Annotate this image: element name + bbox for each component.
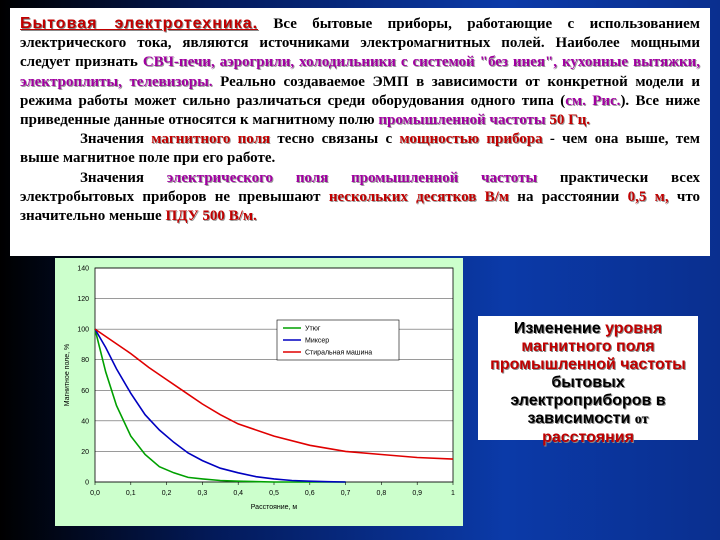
section-title: Бытовая электротехника.: [20, 15, 259, 32]
x-tick-label: 0,6: [304, 490, 315, 497]
p1-text-e: ). Все ниже приведенные данные относятся к магнитному полю: [20, 92, 700, 129]
p3-text-c: практически всех электробытовых приборов не превышают: [20, 169, 700, 205]
y-tick-label: 40: [81, 418, 89, 426]
x-tick-label: 0,5: [269, 490, 279, 497]
x-tick-label: 0,1: [125, 490, 136, 497]
distance-value: 0,5 м,: [627, 188, 669, 205]
plot-area: [95, 268, 453, 482]
device-power-term: мощностью прибора: [399, 131, 543, 148]
y-axis-label: Магнитное поле, %: [64, 343, 71, 407]
y-tick-label: 0: [85, 479, 89, 487]
x-tick-label: 0,7: [340, 490, 351, 497]
caption-part-3: бытовых электроприборов в зависимости: [510, 374, 666, 427]
y-tick-label: 80: [81, 357, 89, 365]
x-tick-label: 1: [451, 490, 455, 497]
magnetic-field-chart: [55, 258, 463, 526]
chart-container: [55, 258, 463, 526]
legend-label: Миксер: [305, 337, 330, 345]
x-tick-label: 0,9: [412, 490, 423, 497]
frequency-value: 50 Гц.: [549, 112, 591, 129]
paragraph-1: [20, 14, 700, 130]
p2-text-c: тесно связаны с: [270, 131, 400, 148]
industrial-frequency: промышленной частоты: [378, 112, 546, 129]
x-tick-label: 0,4: [233, 490, 244, 497]
x-tick-label: 0,8: [376, 490, 387, 497]
chart-legend: [277, 320, 399, 360]
magnetic-field-term: магнитного поля: [151, 131, 271, 148]
p1-text-a: Все бытовые приборы, работающие с использованием электрического тока, являются источниками электромагнитных полей. Наиболее мощными следует признать: [20, 16, 701, 71]
pdu-value: ПДУ 500 В/м.: [165, 208, 257, 225]
chart-grid: [95, 268, 453, 482]
legend-label: Утюг: [305, 325, 321, 333]
paragraph-2: [20, 130, 700, 168]
description-text-box: [10, 8, 710, 256]
y-tick-label: 100: [77, 326, 89, 334]
chart-caption: [478, 316, 698, 446]
caption-part-1: Изменение: [513, 320, 606, 337]
field-limit-value: нескольких десятков В/м: [328, 188, 510, 205]
appliance-list: СВЧ-печи, аэрогрили, холодильники с системой "без инея", кухонные вытяжки, электроплиты, телевизоры.: [20, 54, 700, 90]
p3-text-e: на расстоянии: [509, 188, 628, 205]
x-tick-label: 0,2: [161, 490, 172, 497]
p2-text-a: Значения: [80, 131, 152, 148]
figure-reference: см. Рис.: [565, 92, 621, 109]
y-tick-label: 20: [81, 448, 89, 456]
caption-part-6: расстояния: [542, 429, 634, 446]
paragraph-3: [20, 169, 700, 227]
x-tick-label: 0,0: [90, 490, 100, 497]
p3-text-g: что значительно меньше: [20, 188, 701, 225]
y-tick-label: 120: [77, 296, 89, 304]
caption-part-2: уровня магнитного поля промышленной частоты: [490, 320, 686, 373]
y-tick-label: 60: [81, 387, 89, 395]
p1-text-c: Реально создаваемое ЭМП в зависимости от конкретной модели и режима работы может сильно различаться среди оборудования одного типа (: [20, 73, 700, 109]
legend-label: Стиральная машина: [305, 349, 373, 357]
electric-field-term: электрического поля промышленной частоты: [166, 169, 538, 186]
p3-text-a: Значения: [80, 169, 167, 186]
p2-text-e: - чем она выше, тем выше магнитное поле при его работе.: [20, 131, 700, 167]
x-axis-label: Расстояние, м: [250, 504, 298, 511]
caption-part-4: от: [634, 412, 649, 427]
y-tick-label: 140: [77, 265, 89, 273]
x-tick-label: 0,3: [197, 490, 208, 497]
